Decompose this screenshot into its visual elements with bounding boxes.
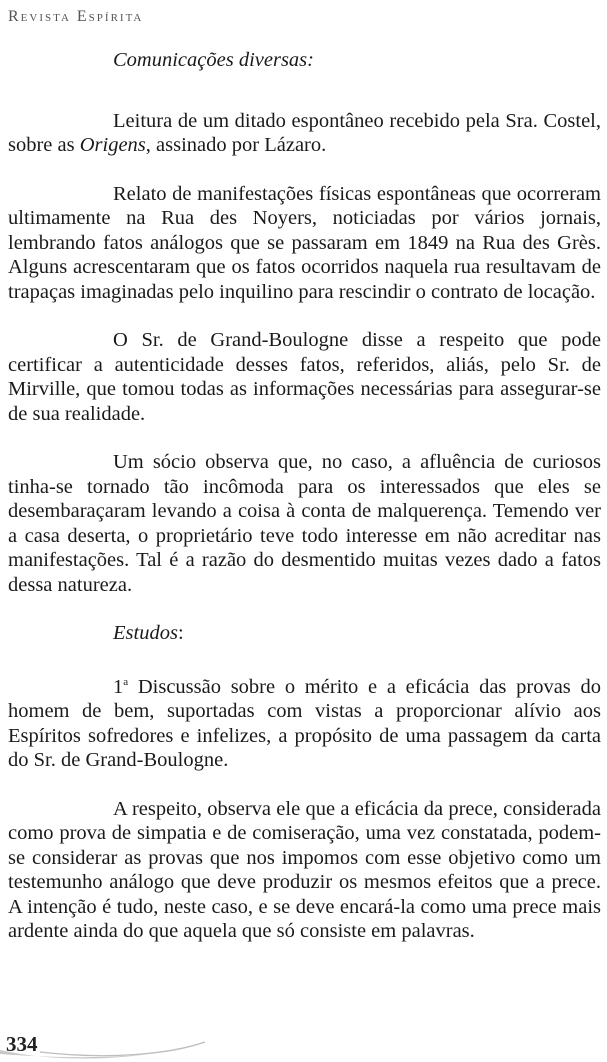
section-heading-studies bbox=[8, 621, 601, 646]
section-heading-communications: Comunicações diversas: bbox=[113, 49, 314, 71]
page-body bbox=[8, 48, 601, 944]
paragraph-dictation bbox=[8, 109, 601, 158]
paragraph-physical-manifestations: Relato de manifestações físicas espontâneas que ocorreram ultimamente na Rua des Noyers, noticiadas por vários jornais, lembrando fatos análogos que se passaram em 1849 na Rua des Grès. Alguns acrescentaram que os fatos ocorridos naquela rua resultavam de trapaças imaginadas pelo inquilino para rescindir o contrato de locação. bbox=[8, 182, 601, 303]
studies-heading-text: Estudos bbox=[113, 622, 178, 644]
footer-swash-ornament bbox=[0, 1030, 607, 1062]
study-item-ordinal: a bbox=[123, 675, 129, 688]
page-number: 334 bbox=[6, 1032, 38, 1056]
studies-heading-colon: : bbox=[177, 622, 184, 644]
paragraph-grand-boulogne: O Sr. de Grand-Boulogne disse a respeito que pode certificar a autenticidade desses fatos, referidos, aliás, pelo Sr. de Mirville, que tomou todas as informações necessárias para assegurar-se de sua realidade. bbox=[8, 329, 601, 425]
page-footer bbox=[0, 1030, 607, 1062]
paragraph-dictation-text: Leitura de um ditado espontâneo recebido pela Sra. Costel, sobre as bbox=[8, 109, 601, 156]
study-item-text: Discussão sobre o mérito e a eficácia das provas do homem de bem, suportadas com vistas a proporcionar alívio aos Espíritos sofredores e infelizes, a propósito de uma passagem da carta do Sr. de Grand-Boulogne. bbox=[8, 675, 601, 771]
running-header: Revista Espírita bbox=[8, 8, 144, 25]
study-item-number: 1 bbox=[113, 675, 124, 698]
paragraph-prayer-efficacy: A respeito, observa ele que a eficácia da prece, considerada como prova de simpatia e de comiseração, uma vez constatada, podem-se considerar as provas que nos impomos com esse objetivo como um testemunho análogo que deve produzir os mesmos efeitos que a prece. A intenção é tudo, neste caso, e se deve encará-la como uma prece mais ardente ainda do que aquela que só consiste em palavras. bbox=[8, 797, 601, 942]
origens-title: Origens bbox=[79, 134, 146, 156]
paragraph-member-observation: Um sócio observa que, no caso, a afluência de curiosos tinha-se tornado tão incômoda para os interessados que eles se desembaraçaram levando a coisa à conta de malquerença. Temendo ver a casa deserta, o proprietário teve todo interesse em não acreditar nas manifestações. Tal é a razão do desmentido muitas vezes dado a fatos dessa natureza. bbox=[8, 451, 601, 596]
paragraph-dictation-end: , assinado por Lázaro. bbox=[145, 134, 327, 156]
paragraph-study-item-1 bbox=[8, 670, 601, 773]
